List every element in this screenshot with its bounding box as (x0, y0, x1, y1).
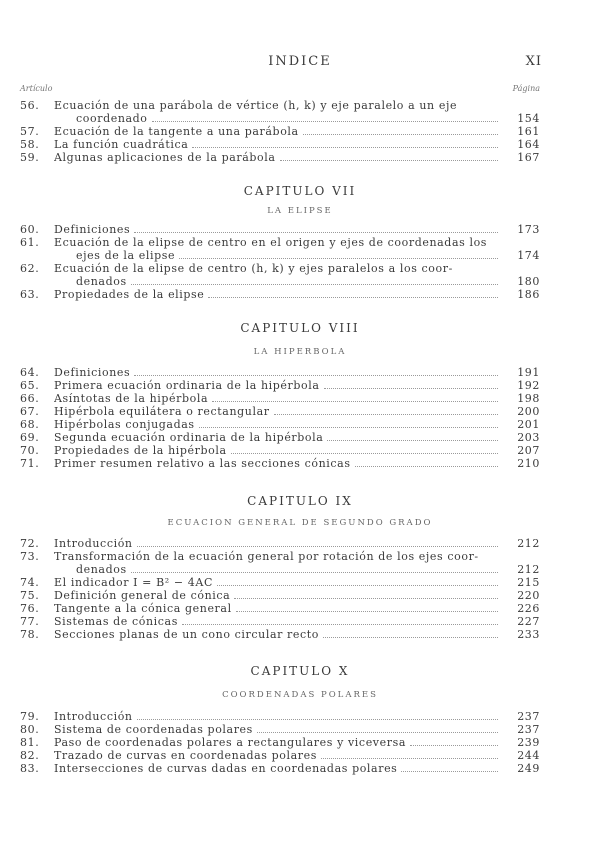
entry-page: 227 (517, 615, 540, 628)
dot-leader (199, 427, 498, 428)
dot-leader (401, 771, 498, 772)
chapter-heading: CAPITULO VII (243, 184, 357, 198)
entry-title (54, 736, 502, 749)
toc-entry[interactable] (20, 275, 540, 288)
entry-number: 59. (20, 151, 40, 164)
entry-page: 180 (517, 275, 540, 288)
toc-section (20, 366, 540, 470)
entry-title-text: Secciones planas de un cono circular recto (54, 628, 320, 641)
entry-title-text: Ecuación de la elipse de centro en el origen y ejes de coordenadas los (54, 236, 488, 249)
entry-page: 212 (517, 537, 540, 550)
entry-page: 237 (517, 723, 540, 736)
entry-page: 237 (517, 710, 540, 723)
entry-title-text: Tangente a la cónica general (54, 602, 232, 615)
entry-title (54, 112, 502, 125)
entry-title (54, 366, 502, 379)
entry-title (54, 405, 502, 418)
entry-title-text: Sistemas de cónicas (54, 615, 178, 628)
entry-title-text: El indicador I = B² − 4AC (54, 576, 213, 589)
dot-leader (303, 134, 498, 135)
toc-entry[interactable] (20, 366, 540, 379)
entry-title-text: Ecuación de una parábola de vértice (h, k) y eje paralelo a un eje (54, 99, 458, 112)
toc-entry[interactable] (20, 723, 540, 736)
entry-title (54, 262, 502, 275)
entry-title-text: Algunas aplicaciones de la parábola (54, 151, 276, 164)
entry-title (54, 457, 502, 470)
entry-number: 70. (20, 444, 40, 457)
entry-page: 167 (517, 151, 540, 164)
entry-number: 78. (20, 628, 40, 641)
toc-entry[interactable] (20, 444, 540, 457)
entry-number: 66. (20, 392, 40, 405)
entry-number: 81. (20, 736, 40, 749)
entry-number: 60. (20, 223, 40, 236)
dot-leader (212, 401, 498, 402)
chapter-subtitle: LA HIPERBOLA (253, 347, 347, 357)
entry-page: 207 (517, 444, 540, 457)
dot-leader (131, 572, 498, 573)
toc-entry[interactable] (20, 418, 540, 431)
dot-leader (137, 546, 498, 547)
entry-number: 76. (20, 602, 40, 615)
entry-title (54, 749, 502, 762)
dot-leader (192, 147, 498, 148)
entry-number: 64. (20, 366, 40, 379)
entry-number: 69. (20, 431, 40, 444)
entry-title (54, 223, 502, 236)
dot-leader (280, 160, 498, 161)
entry-title (54, 288, 502, 301)
entry-title-text: Transformación de la ecuación general por rotación de los ejes coor- (54, 550, 479, 563)
entry-number: 62. (20, 262, 40, 275)
toc-entry[interactable] (20, 99, 540, 112)
entry-number: 77. (20, 615, 40, 628)
toc-entry[interactable] (20, 262, 540, 275)
entry-title (54, 615, 502, 628)
entry-number: 63. (20, 288, 40, 301)
entry-number: 57. (20, 125, 40, 138)
entry-title-text: La función cuadrática (54, 138, 189, 151)
entry-number: 67. (20, 405, 40, 418)
entry-title-text: Trazado de curvas en coordenadas polares (54, 749, 317, 762)
toc-entry[interactable] (20, 249, 540, 262)
toc-entry[interactable] (20, 392, 540, 405)
dot-leader (234, 598, 498, 599)
entry-title (54, 537, 502, 550)
dot-leader (355, 466, 498, 467)
entry-title-text: Introducción (54, 710, 133, 723)
entry-title-text: Hipérbolas conjugadas (54, 418, 195, 431)
entry-number: 61. (20, 236, 40, 249)
dot-leader (179, 258, 498, 259)
entry-page: 233 (517, 628, 540, 641)
chapter-subtitle: COORDENADAS POLARES (222, 690, 378, 700)
toc-entry[interactable] (20, 628, 540, 641)
entry-number: 79. (20, 710, 40, 723)
toc-entry[interactable] (20, 550, 540, 563)
toc-entry[interactable] (20, 236, 540, 249)
dot-leader (231, 453, 498, 454)
chapter-subtitle: ECUACION GENERAL DE SEGUNDO GRADO (167, 518, 433, 528)
entry-title (54, 602, 502, 615)
entry-title (54, 576, 502, 589)
dot-leader (410, 745, 498, 746)
entry-number: 56. (20, 99, 40, 112)
dot-leader (217, 585, 498, 586)
toc-entry[interactable] (20, 138, 540, 151)
entry-title (54, 444, 502, 457)
entry-page: 244 (517, 749, 540, 762)
dot-leader (134, 232, 498, 233)
entry-number: 73. (20, 550, 40, 563)
toc-section (20, 710, 540, 775)
entry-title (54, 138, 502, 151)
dot-leader (131, 284, 498, 285)
entry-page: 154 (517, 112, 540, 125)
dot-leader (257, 732, 498, 733)
entry-title (54, 249, 502, 262)
entry-page: 239 (517, 736, 540, 749)
toc-entry[interactable] (20, 749, 540, 762)
entry-page: 191 (517, 366, 540, 379)
entry-title-text: Ecuación de la elipse de centro (h, k) y ejes paralelos a los coor- (54, 262, 453, 275)
dot-leader (208, 297, 498, 298)
toc-entry[interactable] (20, 615, 540, 628)
entry-title (54, 125, 502, 138)
dot-leader (274, 414, 498, 415)
dot-leader (152, 121, 498, 122)
entry-title-text: Introducción (54, 537, 133, 550)
toc-entry[interactable] (20, 151, 540, 164)
entry-number: 80. (20, 723, 40, 736)
toc-entry[interactable] (20, 405, 540, 418)
entry-title (54, 589, 502, 602)
entry-title (54, 99, 502, 112)
entry-page: 200 (517, 405, 540, 418)
dot-leader (321, 758, 498, 759)
toc-section (20, 223, 540, 301)
entry-title-text: ejes de la elipse (76, 249, 176, 262)
entry-page: 174 (517, 249, 540, 262)
entry-title-text: Sistema de coordenadas polares (54, 723, 253, 736)
dot-leader (327, 440, 498, 441)
entry-number: 72. (20, 537, 40, 550)
entry-title (54, 550, 502, 563)
entry-number: 83. (20, 762, 40, 775)
entry-page: 226 (517, 602, 540, 615)
page-number: XI (525, 54, 542, 69)
entry-title (54, 275, 502, 288)
entry-number: 71. (20, 457, 40, 470)
entry-title-text: Propiedades de la hipérbola (54, 444, 227, 457)
entry-number: 68. (20, 418, 40, 431)
entry-title-text: Definición general de cónica (54, 589, 231, 602)
entry-title (54, 710, 502, 723)
toc-section (20, 99, 540, 164)
toc-entry[interactable] (20, 537, 540, 550)
entry-title-text: denados (76, 275, 127, 288)
toc-section (20, 537, 540, 641)
toc-entry[interactable] (20, 762, 540, 775)
entry-title (54, 151, 502, 164)
toc-entry[interactable] (20, 736, 540, 749)
dot-leader (323, 637, 498, 638)
toc-entry[interactable] (20, 125, 540, 138)
dot-leader (134, 375, 498, 376)
entry-title-text: Definiciones (54, 223, 131, 236)
entry-page: 210 (517, 457, 540, 470)
entry-page: 198 (517, 392, 540, 405)
entry-title-text: Paso de coordenadas polares a rectangulares y viceversa (54, 736, 406, 749)
article-column-label: Artículo (20, 84, 53, 93)
toc-entry[interactable] (20, 589, 540, 602)
entry-title (54, 762, 502, 775)
dot-leader (137, 719, 498, 720)
entry-number: 74. (20, 576, 40, 589)
toc-entry[interactable] (20, 457, 540, 470)
chapter-subtitle: LA ELIPSE (267, 206, 333, 216)
toc-entry[interactable] (20, 576, 540, 589)
entry-title (54, 628, 502, 641)
toc-entry[interactable] (20, 223, 540, 236)
entry-title (54, 723, 502, 736)
page-column-label: Página (512, 84, 540, 93)
entry-page: 201 (517, 418, 540, 431)
entry-title (54, 418, 502, 431)
entry-title (54, 379, 502, 392)
chapter-heading: CAPITULO VIII (240, 321, 360, 335)
chapter-heading: CAPITULO X (250, 664, 350, 678)
toc-entry[interactable] (20, 288, 540, 301)
entry-page: 173 (517, 223, 540, 236)
entry-page: 161 (517, 125, 540, 138)
toc-entry[interactable] (20, 431, 540, 444)
entry-title-text: Primera ecuación ordinaria de la hipérbola (54, 379, 320, 392)
toc-entry[interactable] (20, 710, 540, 723)
dot-leader (236, 611, 498, 612)
entry-page: 215 (517, 576, 540, 589)
entry-title (54, 563, 502, 576)
entry-page: 203 (517, 431, 540, 444)
toc-entry[interactable] (20, 563, 540, 576)
entry-page: 220 (517, 589, 540, 602)
toc-entry[interactable] (20, 602, 540, 615)
entry-title-text: coordenado (76, 112, 148, 125)
dot-leader (182, 624, 498, 625)
entry-page: 164 (517, 138, 540, 151)
entry-title-text: Segunda ecuación ordinaria de la hipérbola (54, 431, 324, 444)
entry-title-text: Intersecciones de curvas dadas en coordenadas polares (54, 762, 398, 775)
entry-title (54, 236, 502, 249)
entry-number: 58. (20, 138, 40, 151)
entry-title (54, 431, 502, 444)
entry-page: 212 (517, 563, 540, 576)
entry-title-text: Propiedades de la elipse (54, 288, 205, 301)
toc-entry[interactable] (20, 379, 540, 392)
chapter-heading: CAPITULO IX (247, 494, 353, 508)
entry-number: 75. (20, 589, 40, 602)
entry-title (54, 392, 502, 405)
entry-title-text: Hipérbola equilátera o rectangular (54, 405, 270, 418)
entry-page: 186 (517, 288, 540, 301)
dot-leader (324, 388, 498, 389)
page-title: INDICE (268, 54, 332, 69)
entry-number: 65. (20, 379, 40, 392)
entry-page: 192 (517, 379, 540, 392)
entry-title-text: Asíntotas de la hipérbola (54, 392, 209, 405)
entry-title-text: denados (76, 563, 127, 576)
entry-page: 249 (517, 762, 540, 775)
toc-entry[interactable] (20, 112, 540, 125)
entry-title-text: Ecuación de la tangente a una parábola (54, 125, 299, 138)
entry-title-text: Primer resumen relativo a las secciones cónicas (54, 457, 351, 470)
entry-number: 82. (20, 749, 40, 762)
entry-title-text: Definiciones (54, 366, 131, 379)
